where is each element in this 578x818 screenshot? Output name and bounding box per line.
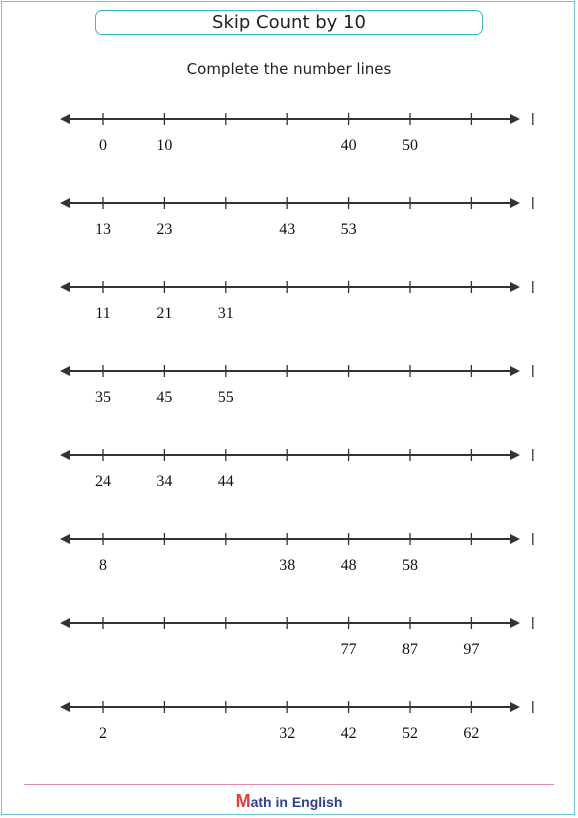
number-line bbox=[60, 617, 533, 658]
tick-label: 42 bbox=[340, 725, 357, 742]
tick-label: 32 bbox=[279, 725, 296, 742]
arrow-right-icon bbox=[510, 282, 520, 292]
tick-label: 50 bbox=[402, 137, 418, 154]
arrow-left-icon bbox=[60, 618, 70, 628]
arrow-left-icon bbox=[60, 534, 70, 544]
tick-label: 10 bbox=[156, 137, 173, 154]
number-line bbox=[60, 197, 533, 238]
tick-label: 2 bbox=[99, 725, 107, 742]
worksheet-title: Skip Count by 10 bbox=[95, 10, 483, 35]
tick-label: 34 bbox=[156, 473, 173, 490]
tick-label: 11 bbox=[95, 305, 111, 322]
arrow-right-icon bbox=[510, 114, 520, 124]
footer-logo-initial: M bbox=[235, 791, 251, 811]
arrow-left-icon bbox=[60, 702, 70, 712]
tick-label: 44 bbox=[217, 473, 234, 490]
arrow-right-icon bbox=[510, 366, 520, 376]
tick-label: 0 bbox=[99, 137, 107, 154]
tick-label: 58 bbox=[402, 557, 418, 574]
tick-label: 13 bbox=[95, 221, 111, 238]
number-line bbox=[60, 533, 533, 574]
tick-label: 43 bbox=[279, 221, 296, 238]
footer-logo bbox=[0, 791, 578, 812]
tick-label: 35 bbox=[95, 389, 111, 406]
arrow-right-icon bbox=[510, 450, 520, 460]
tick-label: 97 bbox=[463, 641, 480, 658]
tick-label: 24 bbox=[95, 473, 111, 490]
number-line bbox=[60, 449, 533, 490]
tick-label: 77 bbox=[340, 641, 357, 658]
arrow-left-icon bbox=[60, 450, 70, 460]
footer-divider bbox=[24, 784, 554, 785]
instructions: Complete the number lines bbox=[186, 60, 392, 78]
arrow-left-icon bbox=[60, 366, 70, 376]
tick-label: 48 bbox=[340, 557, 357, 574]
arrow-right-icon bbox=[510, 702, 520, 712]
arrow-left-icon bbox=[60, 198, 70, 208]
tick-label: 53 bbox=[340, 221, 357, 238]
number-line bbox=[60, 365, 533, 406]
number-line bbox=[60, 113, 533, 154]
tick-label: 23 bbox=[156, 221, 173, 238]
arrow-right-icon bbox=[510, 618, 520, 628]
arrow-left-icon bbox=[60, 114, 70, 124]
tick-label: 38 bbox=[279, 557, 296, 574]
footer-logo-text: ath in English bbox=[250, 794, 343, 810]
tick-label: 8 bbox=[99, 557, 107, 574]
tick-label: 40 bbox=[340, 137, 357, 154]
tick-label: 55 bbox=[217, 389, 234, 406]
arrow-right-icon bbox=[510, 198, 520, 208]
number-line bbox=[60, 281, 533, 322]
tick-label: 21 bbox=[156, 305, 173, 322]
arrow-left-icon bbox=[60, 282, 70, 292]
number-line bbox=[60, 701, 533, 742]
tick-label: 31 bbox=[217, 305, 234, 322]
arrow-right-icon bbox=[510, 534, 520, 544]
tick-label: 45 bbox=[156, 389, 173, 406]
tick-label: 52 bbox=[402, 725, 418, 742]
tick-label: 87 bbox=[402, 641, 418, 658]
tick-label: 62 bbox=[463, 725, 480, 742]
